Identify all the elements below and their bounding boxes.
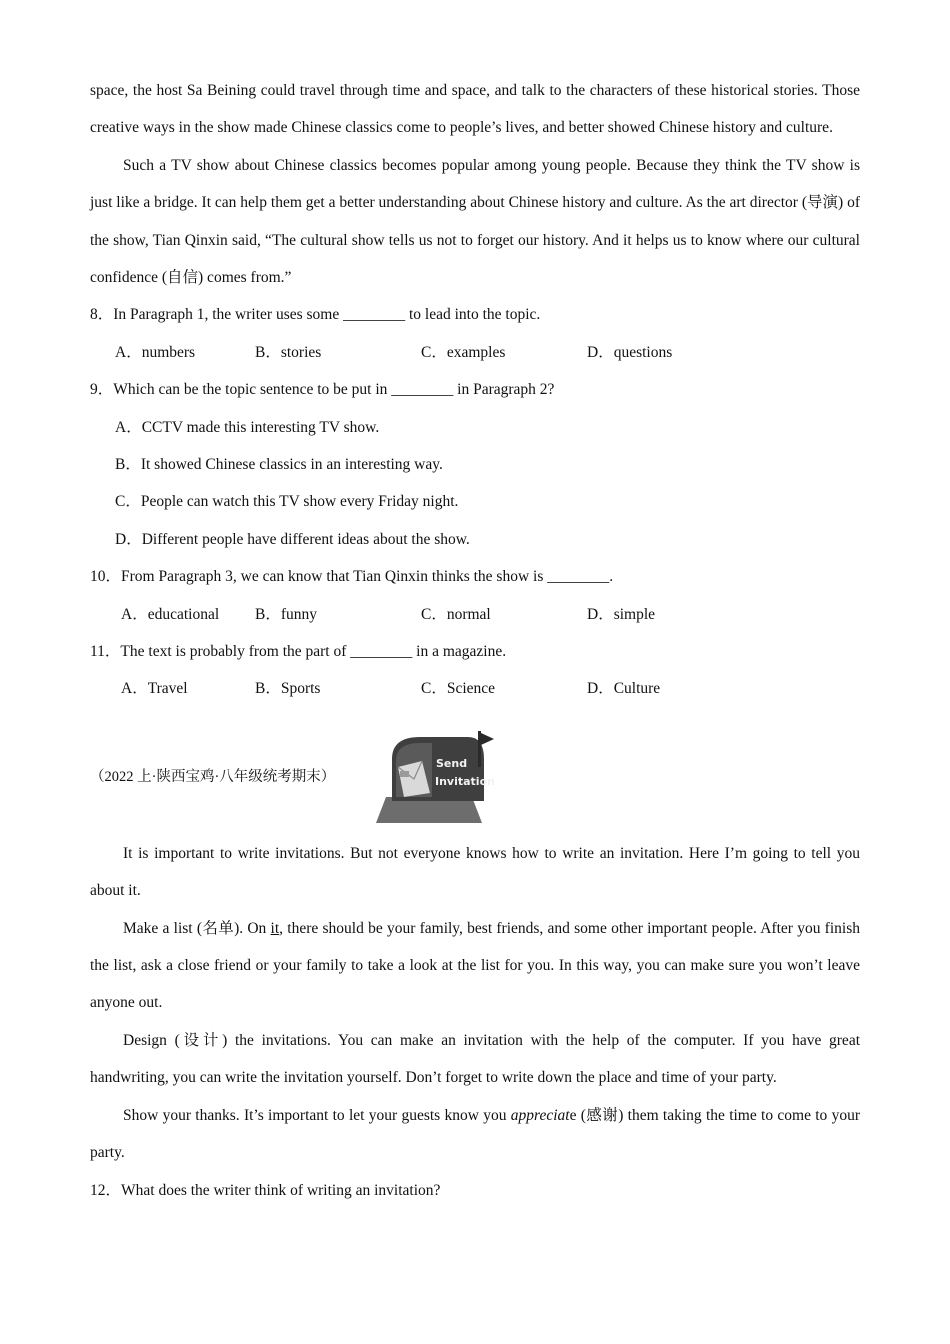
- question-11-option-b[interactable]: B．Sports: [255, 680, 321, 698]
- question-9-option-a[interactable]: A．CCTV made this interesting TV show.: [115, 418, 380, 436]
- passage2-source: （2022 上·陕西宝鸡·八年级统考期末）: [90, 768, 336, 785]
- question-10-option-a[interactable]: A．educational: [121, 605, 220, 623]
- underlined-it: it: [270, 919, 280, 937]
- question-12-stem: 12．What does the writer think of writing an invitation?: [90, 1181, 441, 1199]
- send-invitation-mailbox-icon: [372, 731, 495, 823]
- question-8-option-b[interactable]: B．stories: [255, 343, 322, 361]
- italic-appreciat: appreciat: [510, 1106, 570, 1124]
- passage1-continuation: space, the host Sa Beining could travel through time and space, and talk to the characters of these historical stories. Those creative ways in the show made Chinese classics come to people’s lives, and better showed Chinese history and culture.: [90, 82, 860, 137]
- question-9-option-d[interactable]: D．Different people have different ideas about the show.: [115, 530, 470, 548]
- question-10-stem: 10．From Paragraph 3, we can know that Tian Qinxin thinks the show is ________.: [90, 568, 614, 586]
- mailbox-label-invitation: Invitation: [435, 774, 495, 788]
- passage2-header: [90, 731, 860, 835]
- question-10-option-b[interactable]: B．funny: [255, 605, 318, 623]
- passage2-paragraph-3: Design (设计) the invitations. You can make an invitation with the help of the computer. If you have great handwriting, you can write the invitation yourself. Don’t forget to write down the place and time of your party.: [90, 1031, 860, 1087]
- question-11-options: [90, 670, 860, 707]
- question-10-option-c[interactable]: C．normal: [421, 605, 491, 623]
- passage2-paragraph-2: [90, 910, 860, 1022]
- question-8-option-c[interactable]: C．examples: [421, 343, 506, 361]
- mailbox-label-send: Send: [436, 756, 468, 770]
- question-11-option-c[interactable]: C．Science: [421, 680, 496, 698]
- passage1-paragraph-4: Such a TV show about Chinese classics becomes popular among young people. Because they think the TV show is just like a bridge. It can help them get a better understanding about Chinese history and culture. As the art director (导演) of the show, Tian Qinxin said, “The cultural show tells us not to forget our history. And it helps us to know where our cultural confidence (自信) comes from.”: [90, 156, 860, 287]
- passage2-paragraph-4: [90, 1097, 860, 1172]
- document-page: [90, 72, 860, 1209]
- question-10-option-d[interactable]: D．simple: [587, 605, 656, 623]
- question-8-option-a[interactable]: A．numbers: [115, 343, 196, 361]
- question-11-option-d[interactable]: D．Culture: [587, 680, 661, 698]
- question-11-stem: 11．The text is probably from the part of ________ in a magazine.: [90, 643, 507, 661]
- question-11-option-a[interactable]: A．Travel: [121, 680, 188, 698]
- question-10-options: [90, 596, 860, 633]
- question-9-option-b[interactable]: B．It showed Chinese classics in an interesting way.: [115, 456, 443, 474]
- passage2-paragraph-1: It is important to write invitations. But not everyone knows how to write an invitation. Here I’m going to tell you about it.: [90, 844, 860, 900]
- p2-text-a: Make a list (名单). On: [123, 919, 271, 937]
- question-8-stem: 8．In Paragraph 1, the writer uses some ________ to lead into the topic.: [90, 306, 541, 324]
- p2-text-b: , there should be your family, best friends, and some other important people. After you finish the list, ask a close friend or your family to take a look at the list for you. In this way, you can make sure you won’t leave anyone out.: [90, 919, 860, 1012]
- question-8-option-d[interactable]: D．questions: [587, 343, 673, 361]
- question-8-options: [90, 334, 860, 371]
- question-9-stem: 9．Which can be the topic sentence to be put in ________ in Paragraph 2?: [90, 381, 555, 399]
- p4-text-b: e (感谢) them taking the time to come to your party.: [90, 1106, 861, 1162]
- p4-text-a: Show your thanks. It’s important to let your guests know you: [123, 1106, 511, 1124]
- question-9-option-c[interactable]: C．People can watch this TV show every Friday night.: [115, 493, 459, 511]
